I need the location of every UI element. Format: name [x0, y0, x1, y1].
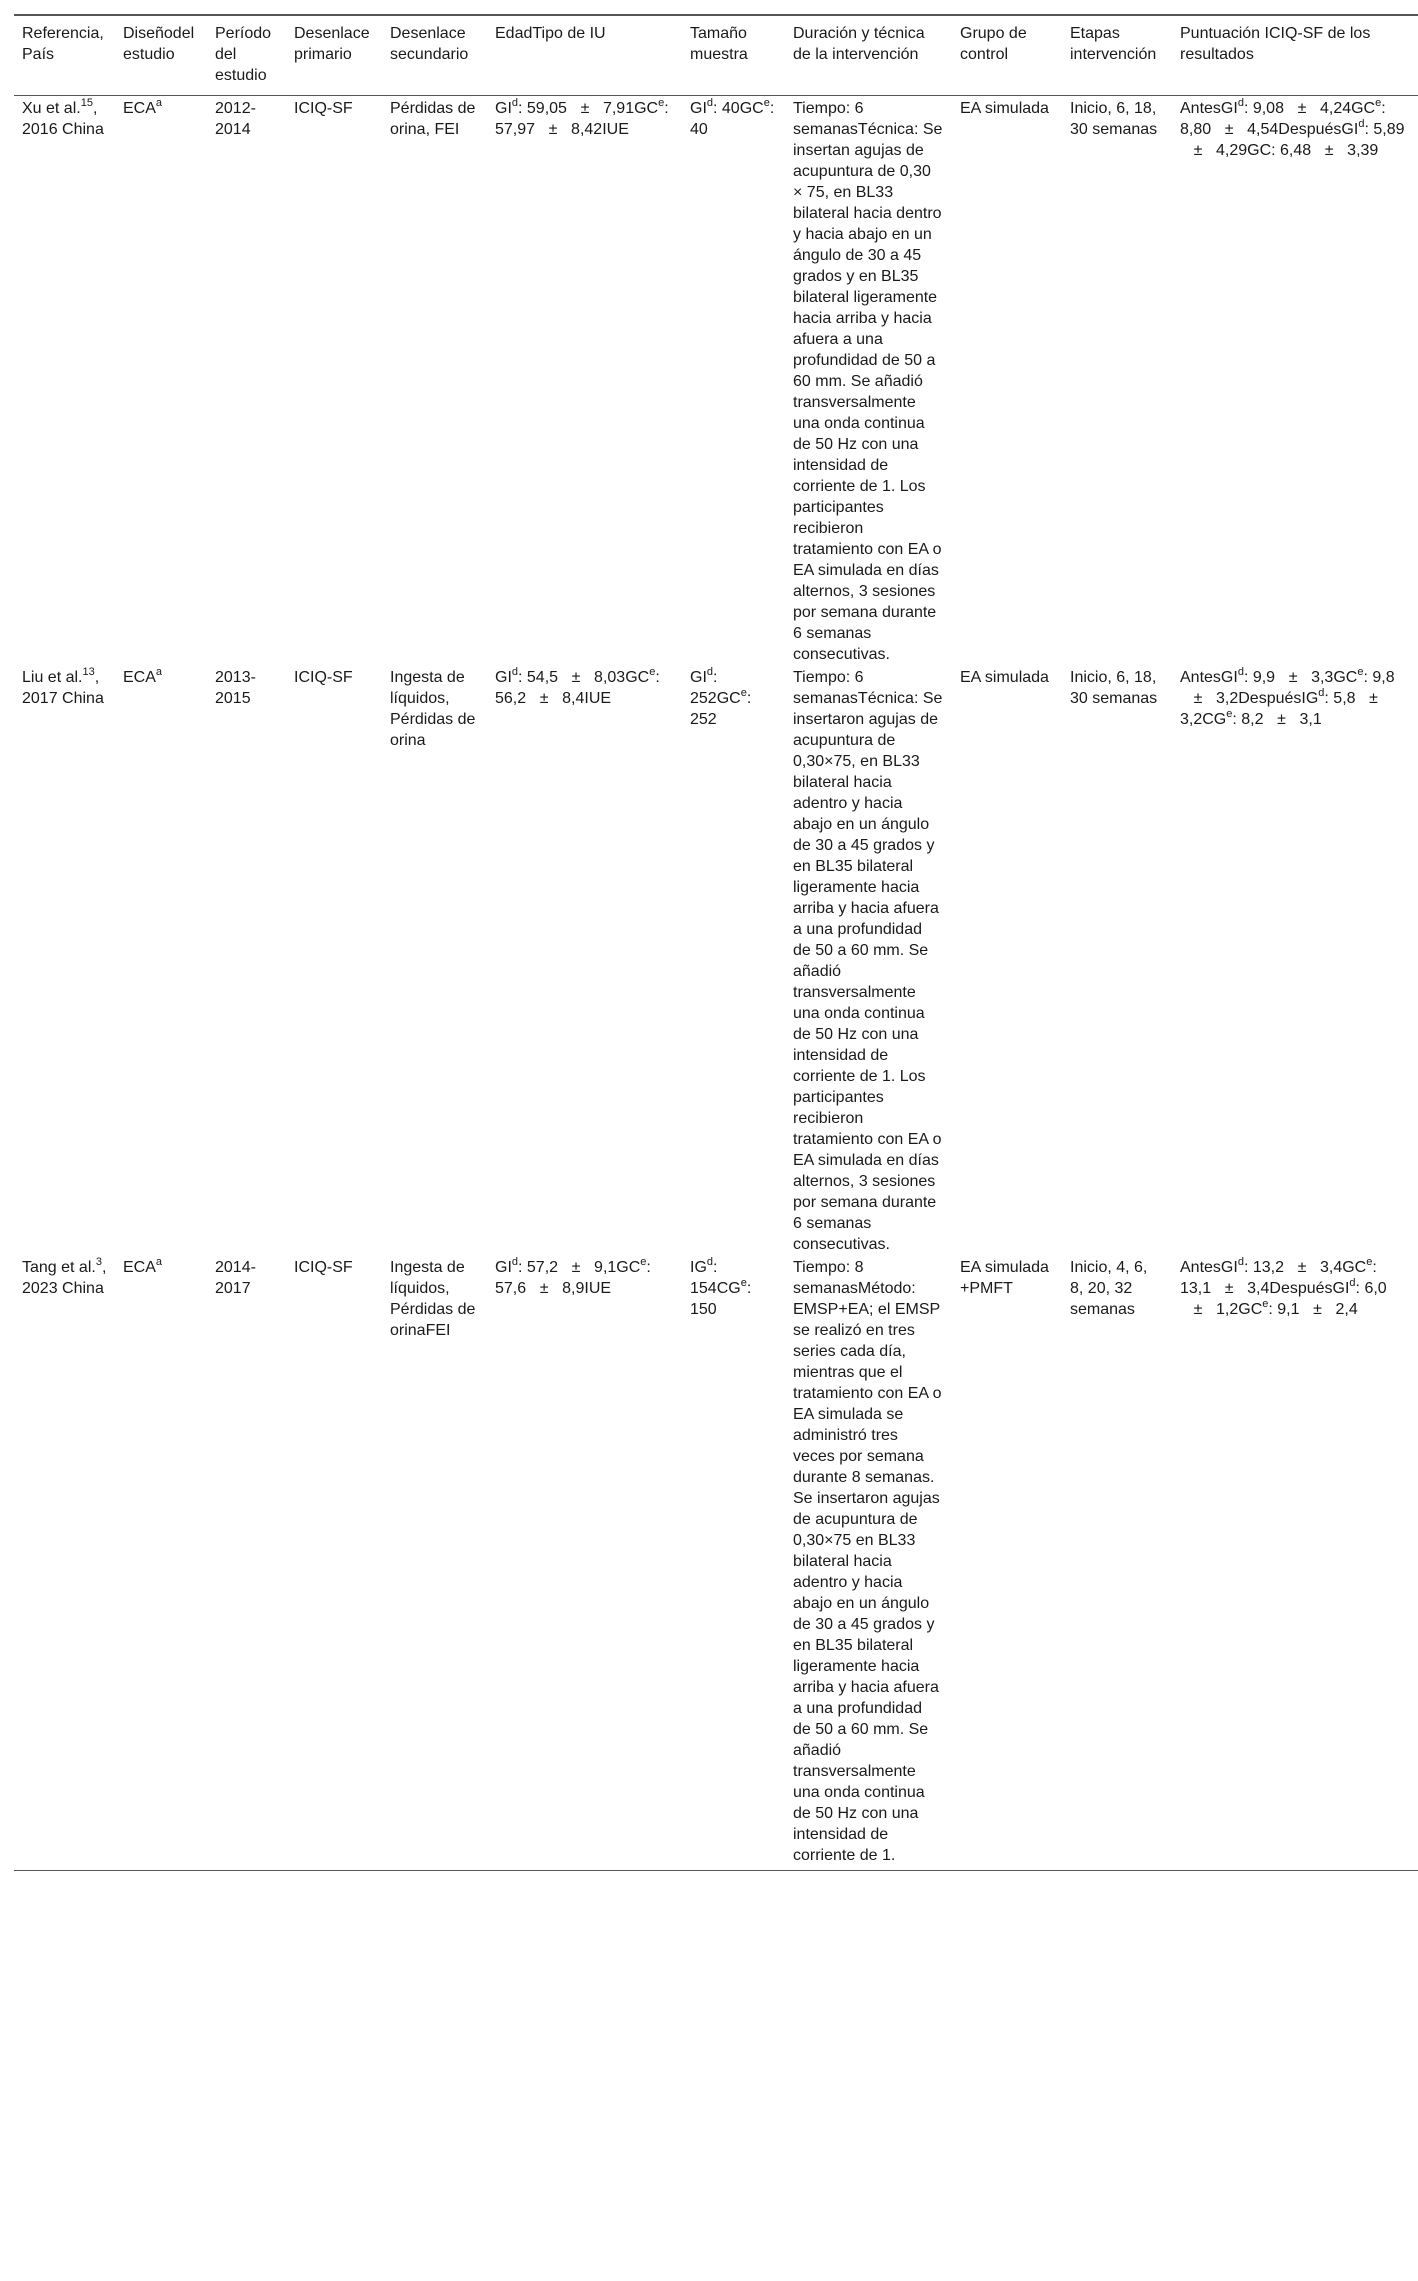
cell-text-fragment: : 13,2	[1243, 1259, 1284, 1276]
cell-text-fragment: : 57,97	[495, 100, 669, 138]
cell-primary-outcome: ICIQ-SF	[294, 669, 353, 686]
cell-control-group: EA simulada	[960, 669, 1049, 686]
cell-duration: Tiempo: 6 semanasTécnica: Se insertaron agujas de acupuntura de 0,30×75, en BL33 bilateral hacia adentro y hacia abajo en un ángulo de 30 a 45 grados y en BL35 bilateral ligeramente hacia arriba y hacia afuera a una profundidad de 50 a 60 mm. Se añadió transversalmente una onda continua de 50 Hz con una intensidad de corriente de 1. Los participantes recibieron tratamiento con EA o EA simulada en días alternos, 3 sesiones por semana durante 6 semanas consecutivas.	[793, 669, 943, 1253]
cell-text-fragment: Tang et al.	[22, 1259, 96, 1276]
cell-text-fragment: : 6,0	[1355, 1280, 1387, 1297]
cell-text-fragment: Xu et al.	[22, 100, 81, 117]
superscript: d	[1349, 1276, 1356, 1289]
cell-text-fragment: , 2016 China	[22, 100, 104, 138]
cell-primary-outcome: ICIQ-SF	[294, 100, 353, 117]
cell-secondary-outcome: Ingesta de líquidos, Pérdidas de orina	[390, 669, 476, 749]
cell-text-fragment: : 9,9	[1243, 669, 1276, 686]
header-control-group: Grupo de control	[952, 15, 1062, 96]
cell-text-fragment: ±	[539, 690, 549, 707]
superscript: d	[1237, 96, 1244, 109]
cell-duration: Tiempo: 6 semanasTécnica: Se insertan agujas de acupuntura de 0,30 × 75, en BL33 bilateral hacia dentro y hacia abajo en un ángulo de 30 a 45 grados y en BL35 bilateral ligeramente hacia arriba y hacia afuera a una profundidad de 50 a 60 mm. Se añadió transversalmente una onda continua de 50 Hz con una intensidad de corriente de 1. Los participantes recibieron tratamiento con EA o EA simulada en días alternos, 3 sesiones por semana durante 6 semanas consecutivas.	[793, 100, 943, 663]
superscript: e	[1357, 665, 1364, 678]
cell-text-fragment: 2,4	[1335, 1301, 1358, 1318]
superscript: e	[658, 96, 665, 109]
cell-age	[487, 665, 682, 1255]
cell-text-fragment: : 13,1	[1180, 1259, 1377, 1297]
cell-text-fragment: : 8,2	[1232, 711, 1264, 728]
superscript: e	[1226, 707, 1233, 720]
cell-sample-size	[682, 1255, 785, 1871]
cell-text-fragment: ±	[1297, 1259, 1307, 1276]
superscript: e	[740, 686, 747, 699]
cell-text-fragment: ±	[1193, 690, 1203, 707]
cell-sample-size	[682, 665, 785, 1255]
cell-reference	[14, 665, 115, 1255]
cell-text-fragment: : 5,89	[1364, 121, 1405, 138]
superscript: e	[1375, 96, 1382, 109]
cell-text-fragment: ECA	[123, 669, 156, 686]
superscript: a	[155, 1255, 163, 1268]
cell-text-fragment: GI	[495, 1259, 512, 1276]
cell-text-fragment: GI	[690, 669, 707, 686]
results-table	[14, 14, 1418, 1871]
cell-text-fragment: AntesGI	[1180, 1259, 1238, 1276]
cell-text-fragment: 8,42IUE	[571, 121, 629, 138]
header-secondary-outcome: Desenlace secundario	[382, 15, 487, 96]
header-age-ui-type: EdadTipo de IU	[487, 15, 682, 96]
header-duration: Duración y técnica de la intervención	[785, 15, 952, 96]
superscript: 13	[82, 665, 95, 678]
cell-age	[487, 96, 682, 666]
cell-text-fragment: : 150	[690, 1280, 752, 1318]
cell-text-fragment: 4,54DespuésGI	[1247, 121, 1359, 138]
cell-text-fragment: GI	[495, 669, 512, 686]
cell-design	[115, 96, 207, 666]
cell-text-fragment: : 40	[690, 100, 775, 138]
superscript: 3	[95, 1255, 102, 1268]
superscript: d	[1358, 117, 1365, 130]
cell-text-fragment: 8,03GC	[594, 669, 650, 686]
cell-text-fragment: 3,39	[1347, 142, 1379, 159]
cell-text-fragment: 7,91GC	[602, 100, 659, 117]
cell-sample-size	[682, 96, 785, 666]
cell-duration: Tiempo: 8 semanasMétodo: EMSP+EA; el EMSP se realizó en tres series cada día, mientras que el tratamiento con EA o EA simulada se administró tres veces por semana durante 8 semanas. Se insertaron agujas de acupuntura de 0,30×75 en BL33 bilateral hacia adentro y hacia abajo en un ángulo de 30 a 45 grados y en BL35 bilateral ligeramente hacia arriba y hacia afuera a una profundidad de 50 a 60 mm. Se añadió transversalmente una onda continua de 50 Hz con una intensidad de corriente de 1.	[785, 1255, 952, 1871]
header-stages: Etapas intervención	[1062, 15, 1172, 96]
cell-score	[1172, 1255, 1418, 1871]
cell-text-fragment: 9,1GC	[594, 1259, 641, 1276]
cell-text-fragment: 3,1	[1299, 711, 1322, 728]
superscript: a	[155, 665, 163, 678]
header-score: Puntuación ICIQ-SF de los resultados	[1172, 15, 1418, 96]
cell-text-fragment: ±	[571, 669, 581, 686]
cell-text-fragment: : 57,2	[518, 1259, 559, 1276]
cell-text-fragment: : 9,08	[1243, 100, 1284, 117]
table-row	[14, 96, 1418, 666]
cell-text-fragment: : 9,1	[1268, 1301, 1300, 1318]
table-row	[14, 665, 1418, 1255]
cell-text-fragment: : 57,6	[495, 1259, 651, 1297]
superscript: d	[706, 1255, 714, 1268]
cell-score	[1172, 96, 1418, 666]
table-header	[14, 15, 1418, 96]
cell-text-fragment: ±	[539, 1280, 549, 1297]
cell-text-fragment: 4,29GC: 6,48	[1216, 142, 1312, 159]
superscript: d	[706, 96, 714, 109]
superscript: d	[1237, 665, 1244, 678]
cell-text-fragment: AntesGI	[1180, 669, 1238, 686]
superscript: e	[649, 665, 656, 678]
superscript: d	[1318, 686, 1325, 699]
cell-text-fragment: 3,4DespuésGI	[1247, 1280, 1350, 1297]
cell-text-fragment: : 5,8	[1324, 690, 1356, 707]
superscript: 15	[80, 96, 93, 109]
cell-text-fragment: : 56,2	[495, 669, 660, 707]
cell-text-fragment: 3,2CG	[1180, 711, 1227, 728]
cell-text-fragment: AntesGI	[1180, 100, 1238, 117]
cell-text-fragment: 3,4GC	[1319, 1259, 1367, 1276]
cell-secondary-outcome: Pérdidas de orina, FEI	[390, 100, 476, 138]
cell-text-fragment: 3,2DespuésIG	[1216, 690, 1319, 707]
header-design: Diseñodel estudio	[115, 15, 207, 96]
cell-text-fragment: , 2023 China	[22, 1259, 107, 1297]
superscript: e	[740, 1276, 747, 1289]
cell-control-group: EA simulada	[960, 100, 1049, 117]
cell-stages: Inicio, 6, 18, 30 semanas	[1070, 669, 1158, 707]
cell-reference	[14, 1255, 115, 1871]
cell-text-fragment: ±	[571, 1259, 581, 1276]
results-table-container	[14, 14, 1418, 1871]
superscript: d	[511, 96, 519, 109]
cell-text-fragment: 1,2GC	[1216, 1301, 1263, 1318]
superscript: d	[511, 665, 519, 678]
cell-primary-outcome: ICIQ-SF	[286, 1255, 382, 1871]
superscript: d	[706, 665, 714, 678]
cell-text-fragment: ±	[1324, 142, 1334, 159]
cell-text-fragment: ±	[548, 121, 558, 138]
cell-design	[115, 1255, 207, 1871]
cell-text-fragment: 4,24GC	[1319, 100, 1376, 117]
cell-text-fragment: ±	[1193, 1301, 1203, 1318]
cell-text-fragment: : 8,80	[1180, 100, 1386, 138]
cell-text-fragment: : 252	[690, 690, 752, 728]
cell-score	[1172, 665, 1418, 1255]
superscript: d	[511, 1255, 519, 1268]
cell-text-fragment: ±	[1288, 669, 1298, 686]
table-body	[14, 96, 1418, 1871]
cell-text-fragment: : 252GC	[690, 669, 741, 707]
cell-text-fragment: ±	[1297, 100, 1307, 117]
cell-period: 2012-2014	[215, 100, 256, 138]
cell-text-fragment: IG	[690, 1259, 707, 1276]
header-period: Período del estudio	[207, 15, 286, 96]
cell-text-fragment: ±	[1277, 711, 1286, 728]
cell-stages: Inicio, 6, 18, 30 semanas	[1070, 100, 1158, 138]
header-reference: Referencia, País	[14, 15, 115, 96]
cell-text-fragment: : 54,5	[518, 669, 559, 686]
cell-text-fragment: 3,3GC	[1311, 669, 1358, 686]
cell-text-fragment: ±	[1224, 121, 1234, 138]
cell-text-fragment: ±	[1313, 1301, 1322, 1318]
superscript: e	[1366, 1255, 1373, 1268]
cell-text-fragment: ±	[1193, 142, 1203, 159]
superscript: e	[763, 96, 770, 109]
cell-text-fragment: 8,9IUE	[562, 1280, 612, 1297]
cell-text-fragment: ECA	[123, 1259, 156, 1276]
cell-text-fragment: 8,4IUE	[562, 690, 612, 707]
cell-text-fragment: ±	[1369, 690, 1378, 707]
cell-period: 2013-2015	[215, 669, 256, 707]
superscript: a	[155, 96, 163, 109]
cell-text-fragment: ECA	[123, 100, 156, 117]
cell-text-fragment: ±	[580, 100, 590, 117]
cell-text-fragment: , 2017 China	[22, 669, 104, 707]
cell-design	[115, 665, 207, 1255]
superscript: e	[640, 1255, 647, 1268]
header-primary-outcome: Desenlace primario	[286, 15, 382, 96]
cell-text-fragment: : 154CG	[690, 1259, 741, 1297]
cell-stages: Inicio, 4, 6, 8, 20, 32 semanas	[1062, 1255, 1172, 1871]
cell-text-fragment: GI	[495, 100, 512, 117]
table-row	[14, 1255, 1418, 1871]
cell-text-fragment: Liu et al.	[22, 669, 83, 686]
superscript: d	[1237, 1255, 1244, 1268]
superscript: e	[1262, 1297, 1269, 1310]
cell-secondary-outcome: Ingesta de líquidos, Pérdidas de orinaFEI	[382, 1255, 487, 1871]
cell-text-fragment: ±	[1224, 1280, 1234, 1297]
cell-text-fragment: : 40GC	[713, 100, 764, 117]
cell-age	[487, 1255, 682, 1871]
cell-text-fragment: : 9,8	[1363, 669, 1395, 686]
cell-control-group: EA simulada +PMFT	[952, 1255, 1062, 1871]
cell-period: 2014-2017	[207, 1255, 286, 1871]
cell-text-fragment: GI	[690, 100, 707, 117]
header-sample-size: Tamaño muestra	[682, 15, 785, 96]
cell-text-fragment: : 59,05	[518, 100, 567, 117]
cell-reference	[14, 96, 115, 666]
